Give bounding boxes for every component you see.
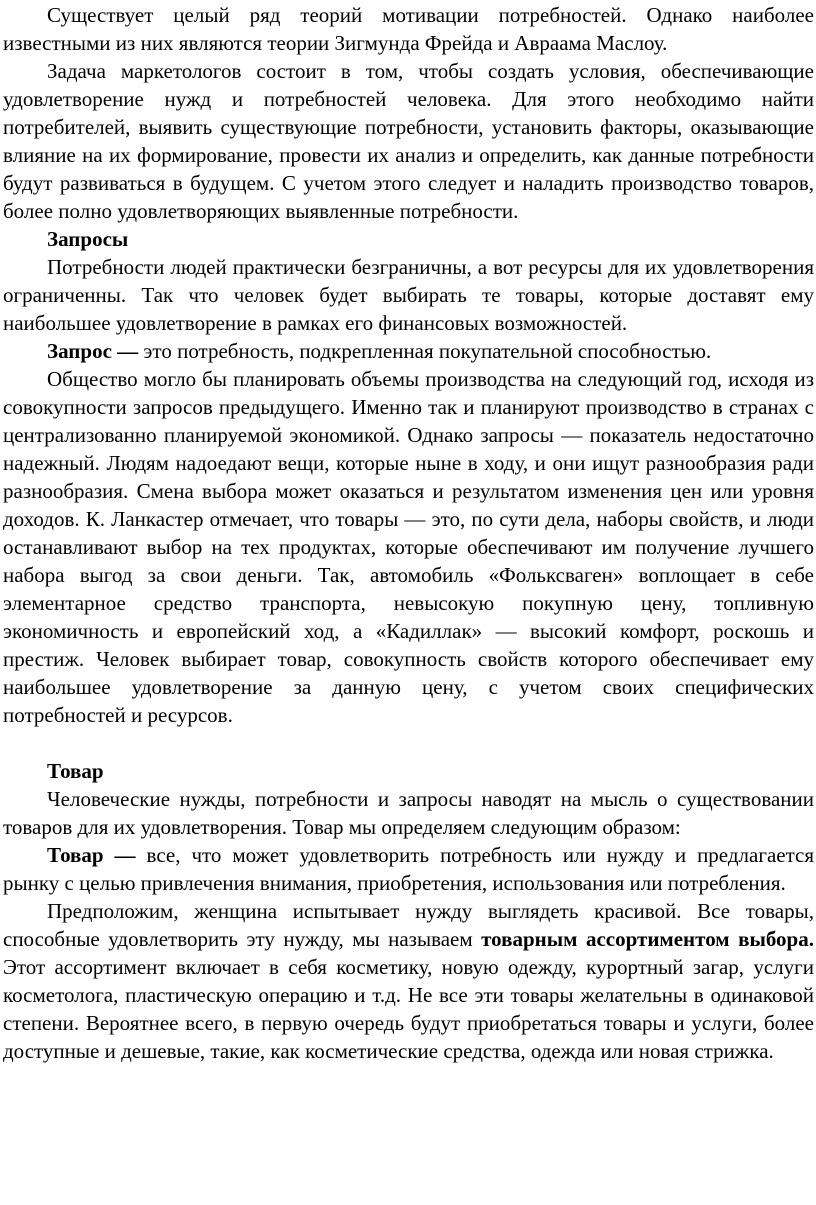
requests-definition-text: это потребность, подкрепленная покупательной способностью.	[138, 339, 712, 363]
requests-definition-term: Запрос —	[47, 339, 139, 363]
product-paragraph-intro: Человеческие нужды, потребности и запросы наводят на мысль о существовании товаров для их удовлетворения. Товар мы определяем следующим образом:	[3, 787, 814, 839]
intro-paragraph-marketers-task: Задача маркетологов состоит в том, чтобы создать условия, обеспечивающие удовлетворение нужд и потребностей человека. Для этого необходимо найти потребителей, выявить существующие потребности, установить факторы, оказывающие влияние на их формирование, провести их анализ и определить, как данные потребности будут развиваться в будущем. С учетом этого следует и наладить производство товаров, более полно удовлетворяющих выявленные потребности.	[3, 59, 814, 223]
assortment-text-before: Предположим, женщина испытывает нужду выглядеть красивой. Все товары, способные удовлетворить эту нужду, мы называем	[3, 899, 814, 951]
product-definition-term: Товар —	[47, 843, 136, 867]
assortment-text-after: Этот ассортимент включает в себя косметику, новую одежду, курортный загар, услуги косметолога, пластическую операцию и т.д. Не все эти товары желательны в одинаковой степени. Вероятнее всего, в первую очередь будут приобретаться товары и услуги, более доступные и дешевые, такие, как косметические средства, одежда или новая стрижка.	[3, 955, 814, 1063]
blank-line	[3, 729, 814, 757]
section-heading-product: Товар	[47, 759, 104, 783]
intro-paragraph-theories: Существует целый ряд теорий мотивации потребностей. Однако наиболее известными из них являются теории Зигмунда Фрейда и Авраама Маслоу.	[3, 3, 814, 55]
requests-paragraph-planning: Общество могло бы планировать объемы производства на следующий год, исходя из совокупности запросов предыдущего. Именно так и планируют производство в странах с централизованно планируемой экономикой. Однако запросы — показатель недостаточно надежный. Людям надоедают вещи, которые ныне в ходу, и они ищут разнообразия ради разнообразия. Смена выбора может оказаться и результатом изменения цен или уровня доходов. К. Ланкастер отмечает, что товары — это, по сути дела, наборы свойств, и люди останавливают выбор на тех продуктах, которые обеспечивают им получение лучшего набора выгод за свои деньги. Так, автомобиль «Фольксваген» воплощает в себе элементарное средство транспорта, невысокую покупную цену, топливную экономичность и европейский ход, а «Кадиллак» — высокий комфорт, роскошь и престиж. Человек выбирает товар, совокупность свойств которого обеспечивает ему наибольшее удовлетворение за данную цену, с учетом своих специфических потребностей и ресурсов.	[3, 367, 814, 727]
section-heading-requests: Запросы	[47, 227, 129, 251]
product-paragraph-assortment	[3, 897, 814, 1065]
requests-definition	[3, 337, 814, 365]
requests-paragraph-needs: Потребности людей практически безграничны, а вот ресурсы для их удовлетворения ограниченны. Так что человек будет выбирать те товары, которые доставят ему наибольшее удовлетворение в рамках его финансовых возможностей.	[3, 255, 814, 335]
document-page	[0, 1, 816, 1205]
assortment-term: товарным ассортиментом выбора.	[481, 927, 814, 951]
product-definition-text: все, что может удовлетворить потребность или нужду и предлагается рынку с целью привлечения внимания, приобретения, использования или потребления.	[3, 843, 814, 895]
product-definition	[3, 841, 814, 897]
